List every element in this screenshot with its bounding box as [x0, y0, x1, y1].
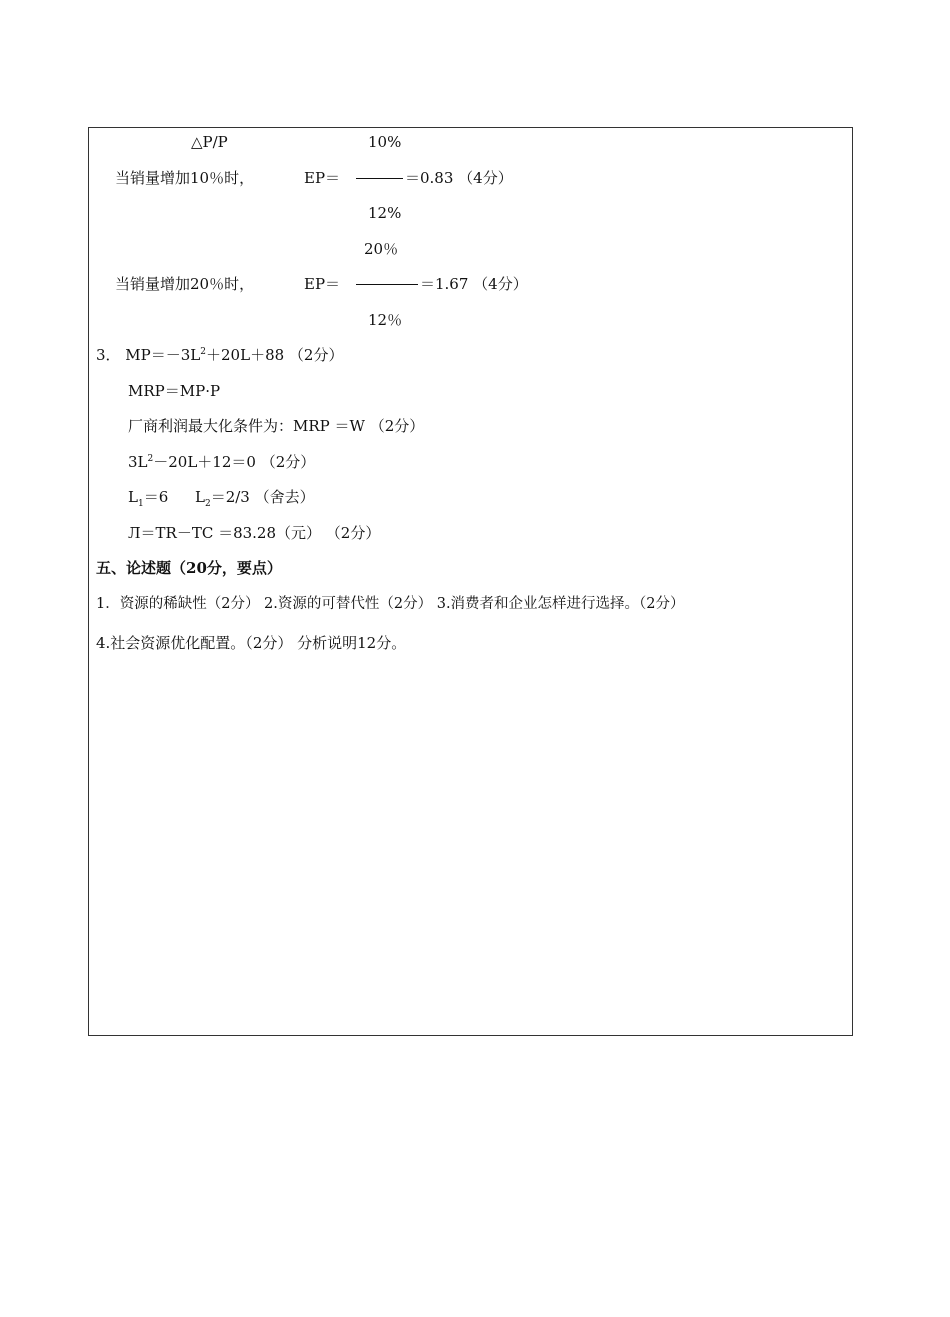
- case1-label: 当销量增加10％时，: [115, 169, 255, 187]
- case2-denominator: 12％: [368, 311, 403, 329]
- q3-condition-line: 厂商利润最大化条件为：MRP ＝W （2分）: [128, 417, 425, 435]
- case2-result: ＝1.67 （4分）: [420, 275, 528, 293]
- q3-l1: $L_1=6$: [128, 488, 169, 509]
- case1-fraction-bar: [356, 178, 403, 179]
- case1-denominator: 12%: [368, 204, 402, 222]
- case2-numerator: 20％: [364, 240, 399, 258]
- case2-fraction-bar: [356, 284, 418, 285]
- case1-ep: EP＝: [304, 169, 341, 187]
- q3-mp-line: 3． $MP=-3L^2+20L+88$ （2分）: [96, 346, 344, 364]
- answer-box: [88, 127, 853, 1036]
- formula-header: △P/P: [191, 133, 228, 151]
- section5-line2: 4.社会资源优化配置。（2分） 分析说明12分。: [96, 634, 407, 652]
- case1-numerator: 10%: [368, 133, 402, 151]
- q3-mrp-line: MRP＝MP·P: [128, 382, 221, 400]
- q3-l2: $L_2=2/3$ （舍去）: [195, 488, 315, 509]
- case2-label: 当销量增加20％时，: [115, 275, 255, 293]
- section5-line1: 1．资源的稀缺性（2分） 2.资源的可替代性（2分） 3.消费者和企业怎样进行选择。（2分）: [96, 596, 685, 612]
- q3-profit-line: Л＝TR－TC ＝83.28（元） （2分）: [128, 524, 381, 542]
- section5-heading: 五、论述题（20分，要点）: [96, 559, 282, 577]
- q3-equation-line: $3L^2-20L+12=0$ （2分）: [128, 453, 316, 471]
- case1-result: ＝0.83 （4分）: [405, 169, 513, 187]
- case2-ep: EP＝: [304, 275, 341, 293]
